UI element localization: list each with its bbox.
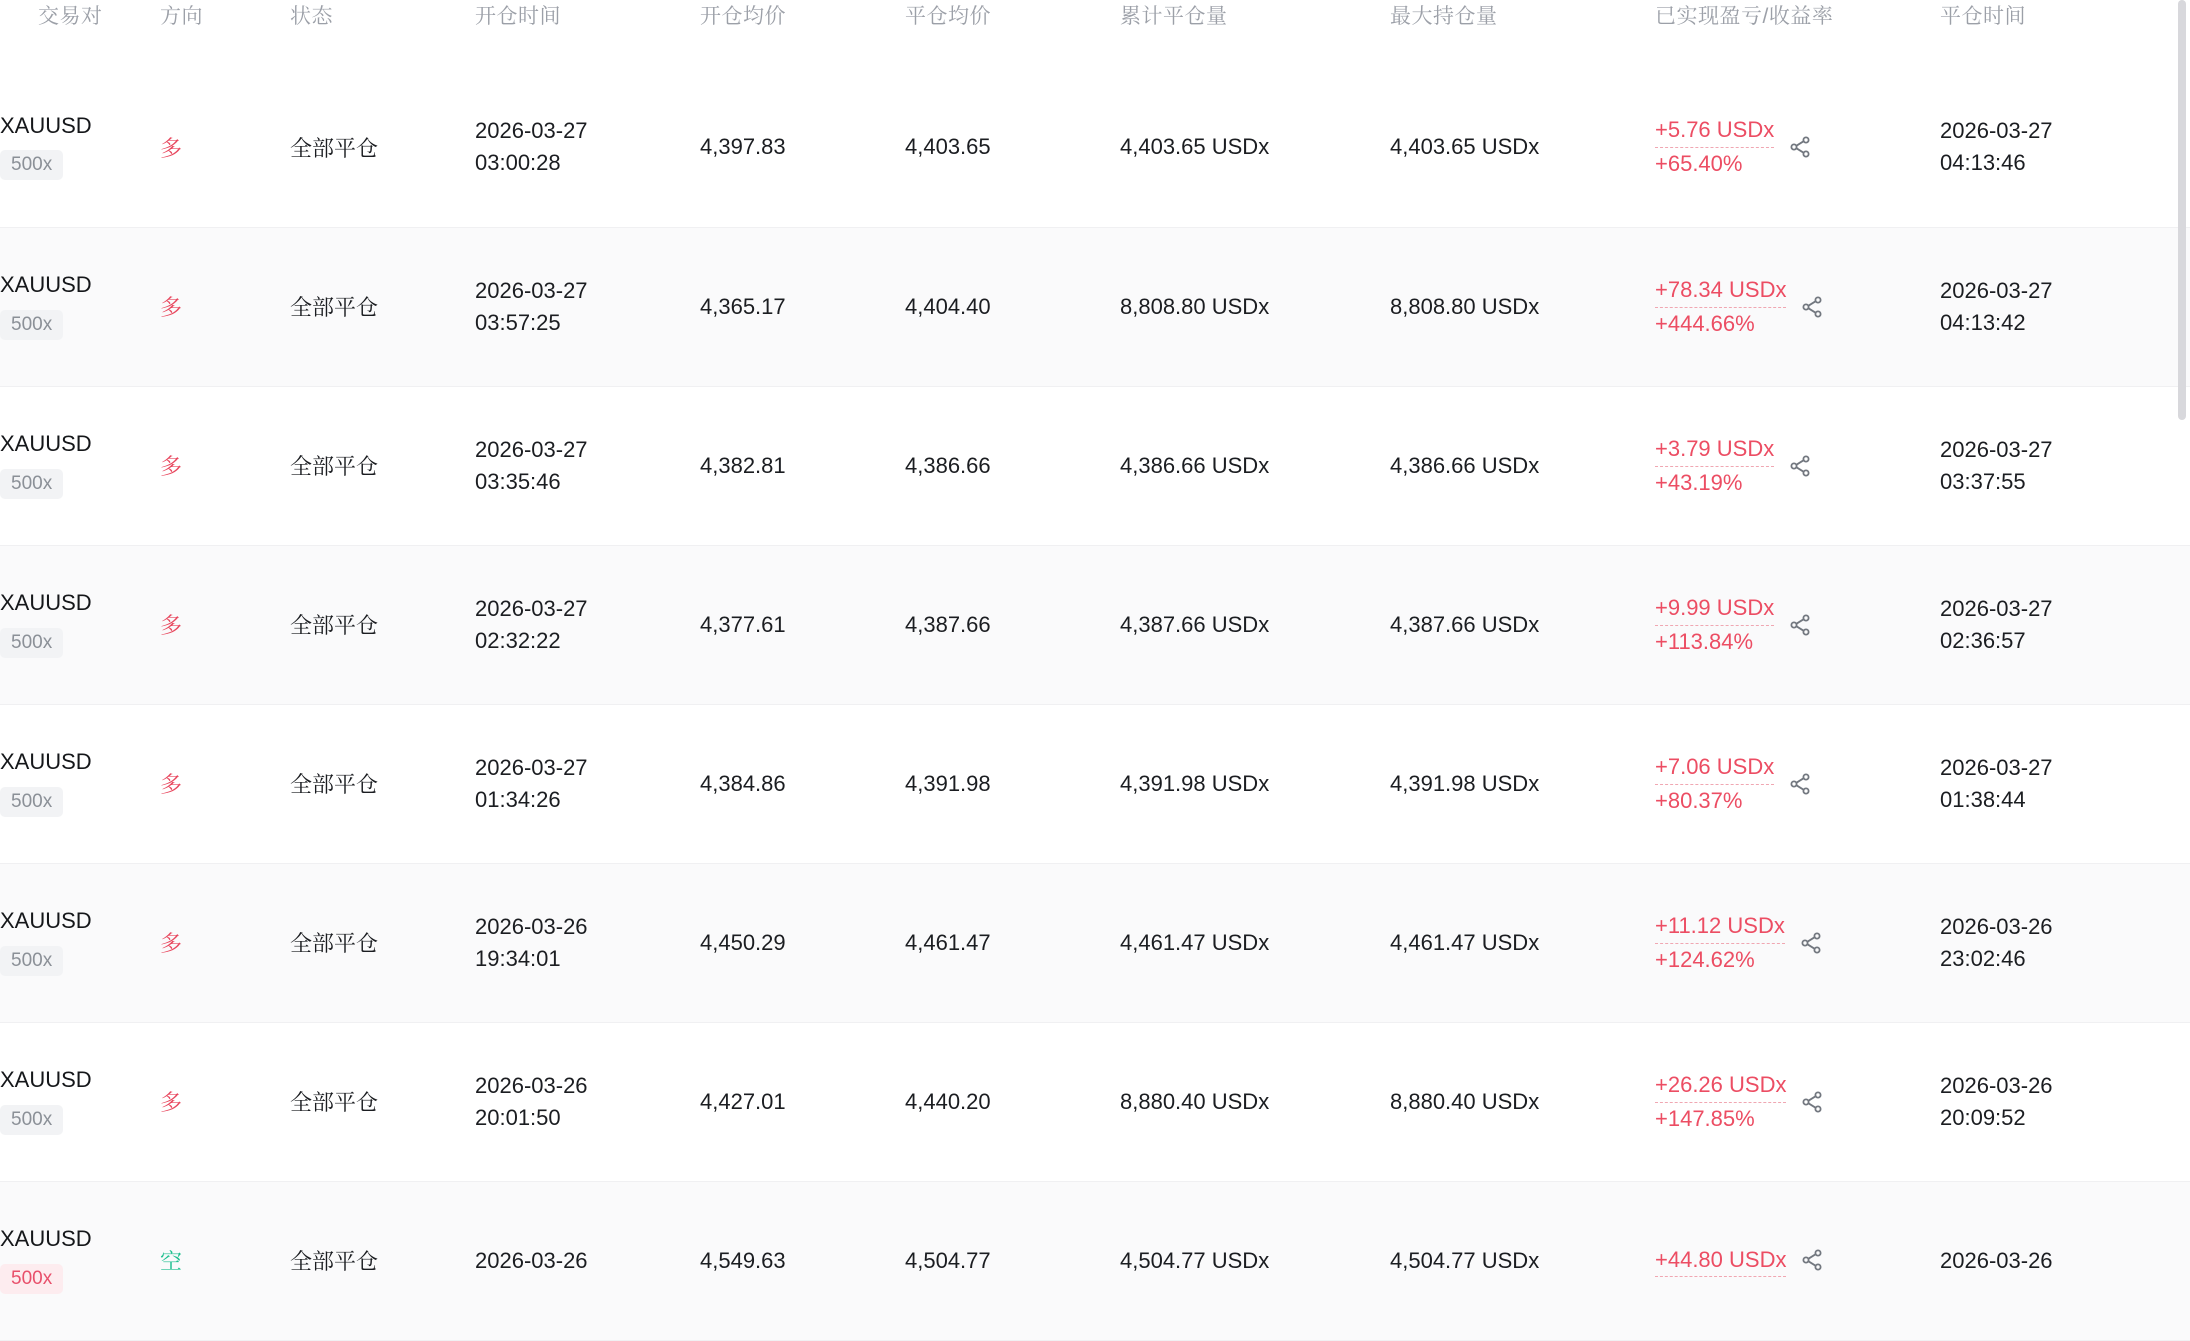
open-datetime bbox=[475, 752, 700, 816]
column-header-close-volume: 累计平仓量 bbox=[1120, 5, 1228, 28]
share-icon[interactable] bbox=[1800, 1090, 1824, 1114]
cell-close-price bbox=[905, 863, 1120, 1022]
cell-open-price bbox=[700, 704, 905, 863]
pnl-amount: +44.80 USDx bbox=[1655, 1244, 1786, 1278]
close-datetime bbox=[1940, 1070, 2190, 1134]
cell-open-price bbox=[700, 1022, 905, 1181]
cell-max-position bbox=[1390, 386, 1655, 545]
open-price-value: 4,397.83 bbox=[700, 134, 786, 160]
pnl-text bbox=[1655, 1069, 1786, 1135]
close-datetime bbox=[1940, 434, 2190, 498]
open-date: 2026-03-27 bbox=[475, 595, 588, 621]
pnl-amount: +26.26 USDx bbox=[1655, 1069, 1786, 1103]
cell-status bbox=[290, 386, 475, 545]
cell-max-position bbox=[1390, 704, 1655, 863]
cell-max-position bbox=[1390, 1181, 1655, 1340]
close-time: 20:09:52 bbox=[1940, 1104, 2026, 1130]
open-date: 2026-03-26 bbox=[475, 1247, 588, 1273]
leverage-badge: 500x bbox=[0, 628, 63, 658]
close-datetime bbox=[1940, 115, 2190, 179]
pnl-amount: +5.76 USDx bbox=[1655, 114, 1774, 148]
table-row[interactable] bbox=[0, 68, 2190, 227]
table-row[interactable] bbox=[0, 227, 2190, 386]
pnl-percent: +113.84% bbox=[1655, 628, 1754, 654]
cell-realized-pnl bbox=[1655, 863, 1940, 1022]
status-label: 全部平仓 bbox=[290, 1090, 379, 1115]
close-date: 2026-03-26 bbox=[1940, 913, 2053, 939]
cell-close-volume bbox=[1120, 545, 1390, 704]
cell-close-volume bbox=[1120, 704, 1390, 863]
cell-close-price bbox=[905, 545, 1120, 704]
pair-symbol: XAUUSD bbox=[0, 1067, 92, 1093]
cell-direction bbox=[160, 863, 290, 1022]
cell-realized-pnl bbox=[1655, 1181, 1940, 1340]
cell-realized-pnl bbox=[1655, 704, 1940, 863]
cell-status bbox=[290, 863, 475, 1022]
pnl-text bbox=[1655, 910, 1785, 976]
cell-close-price bbox=[905, 704, 1120, 863]
close-datetime bbox=[1940, 911, 2190, 975]
share-icon[interactable] bbox=[1788, 454, 1812, 478]
open-time: 20:01:50 bbox=[475, 1104, 561, 1130]
leverage-badge: 500x bbox=[0, 310, 63, 340]
close-datetime bbox=[1940, 752, 2190, 816]
cell-realized-pnl bbox=[1655, 386, 1940, 545]
pnl-text bbox=[1655, 592, 1774, 658]
pnl-group bbox=[1655, 751, 1940, 817]
close-volume-value: 8,880.40 USDx bbox=[1120, 1088, 1270, 1114]
cell-max-position bbox=[1390, 1022, 1655, 1181]
open-price-value: 4,427.01 bbox=[700, 1088, 786, 1114]
pair-symbol: XAUUSD bbox=[0, 113, 92, 139]
open-date: 2026-03-27 bbox=[475, 436, 588, 462]
column-header-pair: 交易对 bbox=[38, 5, 103, 28]
open-datetime bbox=[475, 115, 700, 179]
open-price-value: 4,450.29 bbox=[700, 929, 786, 955]
table-header-row bbox=[0, 0, 2190, 68]
pair-symbol: XAUUSD bbox=[0, 749, 92, 775]
close-price-value: 4,391.98 bbox=[905, 770, 991, 796]
close-price-value: 4,387.66 bbox=[905, 611, 991, 637]
leverage-badge: 500x bbox=[0, 946, 63, 976]
close-price-value: 4,403.65 bbox=[905, 134, 991, 160]
column-header-close-time: 平仓时间 bbox=[1940, 5, 2026, 28]
cell-pair bbox=[0, 386, 160, 545]
open-date: 2026-03-27 bbox=[475, 754, 588, 780]
status-label: 全部平仓 bbox=[290, 1249, 379, 1274]
cell-close-volume bbox=[1120, 1022, 1390, 1181]
cell-status bbox=[290, 1181, 475, 1340]
pnl-group bbox=[1655, 433, 1940, 499]
cell-max-position bbox=[1390, 863, 1655, 1022]
cell-direction bbox=[160, 704, 290, 863]
direction-label: 多 bbox=[160, 772, 183, 797]
cell-open-time bbox=[475, 1181, 700, 1340]
column-header-open-time: 开仓时间 bbox=[475, 5, 561, 28]
open-datetime bbox=[475, 593, 700, 657]
open-time: 02:32:22 bbox=[475, 627, 561, 653]
close-volume-value: 4,386.66 USDx bbox=[1120, 452, 1270, 478]
max-position-value: 4,386.66 USDx bbox=[1390, 452, 1540, 478]
scrollbar-thumb[interactable] bbox=[2178, 0, 2186, 420]
pnl-text bbox=[1655, 1244, 1786, 1278]
pnl-percent: +444.66% bbox=[1655, 310, 1755, 336]
leverage-badge: 500x bbox=[0, 1105, 63, 1135]
share-icon[interactable] bbox=[1788, 772, 1812, 796]
pair-symbol: XAUUSD bbox=[0, 908, 92, 934]
max-position-value: 4,504.77 USDx bbox=[1390, 1247, 1540, 1273]
cell-open-time bbox=[475, 68, 700, 227]
cell-close-time bbox=[1940, 386, 2190, 545]
cell-pair bbox=[0, 704, 160, 863]
open-time: 01:34:26 bbox=[475, 786, 561, 812]
max-position-value: 4,461.47 USDx bbox=[1390, 929, 1540, 955]
cell-open-price bbox=[700, 1181, 905, 1340]
close-datetime bbox=[1940, 593, 2190, 657]
pnl-text bbox=[1655, 114, 1774, 180]
open-date: 2026-03-27 bbox=[475, 118, 588, 144]
cell-close-price bbox=[905, 386, 1120, 545]
pnl-group bbox=[1655, 1244, 1940, 1278]
column-header-close-price: 平仓均价 bbox=[905, 5, 991, 28]
table-row[interactable] bbox=[0, 545, 2190, 704]
leverage-badge: 500x bbox=[0, 787, 63, 817]
pnl-amount: +11.12 USDx bbox=[1655, 910, 1785, 944]
cell-close-time bbox=[1940, 1181, 2190, 1340]
cell-open-price bbox=[700, 68, 905, 227]
cell-realized-pnl bbox=[1655, 227, 1940, 386]
open-datetime bbox=[475, 1070, 700, 1134]
open-time: 19:34:01 bbox=[475, 945, 561, 971]
close-date: 2026-03-26 bbox=[1940, 1247, 2053, 1273]
cell-realized-pnl bbox=[1655, 545, 1940, 704]
cell-close-time bbox=[1940, 68, 2190, 227]
pnl-group bbox=[1655, 274, 1940, 340]
cell-pair bbox=[0, 1181, 160, 1340]
close-datetime bbox=[1940, 275, 2190, 339]
direction-label: 多 bbox=[160, 613, 183, 638]
pnl-amount: +9.99 USDx bbox=[1655, 592, 1774, 626]
cell-close-volume bbox=[1120, 227, 1390, 386]
pair-symbol: XAUUSD bbox=[0, 1226, 92, 1252]
cell-direction bbox=[160, 1022, 290, 1181]
close-price-value: 4,440.20 bbox=[905, 1088, 991, 1114]
open-price-value: 4,365.17 bbox=[700, 293, 786, 319]
close-time: 04:13:46 bbox=[1940, 150, 2026, 176]
pnl-group bbox=[1655, 910, 1940, 976]
cell-max-position bbox=[1390, 227, 1655, 386]
status-label: 全部平仓 bbox=[290, 295, 379, 320]
pair-symbol: XAUUSD bbox=[0, 272, 92, 298]
cell-open-time bbox=[475, 704, 700, 863]
table-header bbox=[0, 0, 2190, 68]
max-position-value: 4,403.65 USDx bbox=[1390, 134, 1540, 160]
cell-status bbox=[290, 545, 475, 704]
close-price-value: 4,504.77 bbox=[905, 1247, 991, 1273]
leverage-badge: 500x bbox=[0, 469, 63, 499]
status-label: 全部平仓 bbox=[290, 931, 379, 956]
close-time: 02:36:57 bbox=[1940, 627, 2026, 653]
close-date: 2026-03-26 bbox=[1940, 1072, 2053, 1098]
pair-symbol: XAUUSD bbox=[0, 431, 92, 457]
cell-open-time bbox=[475, 863, 700, 1022]
cell-close-time bbox=[1940, 545, 2190, 704]
cell-realized-pnl bbox=[1655, 1022, 1940, 1181]
close-price-value: 4,461.47 bbox=[905, 929, 991, 955]
table-body bbox=[0, 68, 2190, 1340]
cell-max-position bbox=[1390, 68, 1655, 227]
cell-open-time bbox=[475, 386, 700, 545]
pnl-amount: +78.34 USDx bbox=[1655, 274, 1786, 308]
direction-label: 多 bbox=[160, 454, 183, 479]
column-header-realized-pnl: 已实现盈亏/收益率 bbox=[1655, 5, 1834, 28]
pnl-text bbox=[1655, 274, 1786, 340]
close-date: 2026-03-27 bbox=[1940, 118, 2053, 144]
max-position-value: 8,880.40 USDx bbox=[1390, 1088, 1540, 1114]
close-time: 23:02:46 bbox=[1940, 945, 2026, 971]
cell-close-price bbox=[905, 227, 1120, 386]
open-time: 03:57:25 bbox=[475, 309, 561, 335]
open-price-value: 4,382.81 bbox=[700, 452, 786, 478]
cell-open-price bbox=[700, 545, 905, 704]
cell-status bbox=[290, 1022, 475, 1181]
close-date: 2026-03-27 bbox=[1940, 595, 2053, 621]
max-position-value: 4,391.98 USDx bbox=[1390, 770, 1540, 796]
cell-close-price bbox=[905, 68, 1120, 227]
cell-close-price bbox=[905, 1022, 1120, 1181]
pnl-percent: +65.40% bbox=[1655, 151, 1743, 177]
open-price-value: 4,384.86 bbox=[700, 770, 786, 796]
cell-open-time bbox=[475, 545, 700, 704]
open-time: 03:35:46 bbox=[475, 468, 561, 494]
open-datetime bbox=[475, 911, 700, 975]
leverage-badge: 500x bbox=[0, 1264, 63, 1294]
close-price-value: 4,404.40 bbox=[905, 293, 991, 319]
close-price-value: 4,386.66 bbox=[905, 452, 991, 478]
cell-pair bbox=[0, 863, 160, 1022]
cell-pair bbox=[0, 68, 160, 227]
cell-open-price bbox=[700, 863, 905, 1022]
pair-symbol: XAUUSD bbox=[0, 590, 92, 616]
table-row[interactable] bbox=[0, 863, 2190, 1022]
open-time: 03:00:28 bbox=[475, 150, 561, 176]
max-position-value: 8,808.80 USDx bbox=[1390, 293, 1540, 319]
column-header-direction: 方向 bbox=[160, 5, 203, 28]
table-row[interactable] bbox=[0, 1181, 2190, 1340]
close-volume-value: 4,403.65 USDx bbox=[1120, 134, 1270, 160]
cell-close-volume bbox=[1120, 863, 1390, 1022]
close-date: 2026-03-27 bbox=[1940, 277, 2053, 303]
cell-close-volume bbox=[1120, 68, 1390, 227]
open-date: 2026-03-26 bbox=[475, 1072, 588, 1098]
cell-open-time bbox=[475, 1022, 700, 1181]
cell-close-time bbox=[1940, 704, 2190, 863]
direction-label: 多 bbox=[160, 1090, 183, 1115]
cell-close-time bbox=[1940, 1022, 2190, 1181]
cell-close-volume bbox=[1120, 386, 1390, 545]
open-date: 2026-03-26 bbox=[475, 913, 588, 939]
cell-status bbox=[290, 227, 475, 386]
pnl-group bbox=[1655, 1069, 1940, 1135]
pnl-text bbox=[1655, 433, 1774, 499]
cell-open-price bbox=[700, 227, 905, 386]
leverage-badge: 500x bbox=[0, 150, 63, 180]
cell-close-time bbox=[1940, 863, 2190, 1022]
cell-close-price bbox=[905, 1181, 1120, 1340]
share-icon[interactable] bbox=[1799, 931, 1823, 955]
cell-pair bbox=[0, 545, 160, 704]
share-icon[interactable] bbox=[1788, 613, 1812, 637]
cell-status bbox=[290, 704, 475, 863]
cell-close-volume bbox=[1120, 1181, 1390, 1340]
status-label: 全部平仓 bbox=[290, 454, 379, 479]
table-row[interactable] bbox=[0, 386, 2190, 545]
share-icon[interactable] bbox=[1800, 1248, 1824, 1272]
direction-label: 空 bbox=[160, 1249, 183, 1274]
column-header-status: 状态 bbox=[290, 5, 333, 28]
pnl-percent: +80.37% bbox=[1655, 787, 1743, 813]
share-icon[interactable] bbox=[1788, 135, 1812, 159]
cell-pair bbox=[0, 227, 160, 386]
close-volume-value: 4,504.77 USDx bbox=[1120, 1247, 1270, 1273]
status-label: 全部平仓 bbox=[290, 613, 379, 638]
max-position-value: 4,387.66 USDx bbox=[1390, 611, 1540, 637]
close-volume-value: 4,387.66 USDx bbox=[1120, 611, 1270, 637]
column-header-open-price: 开仓均价 bbox=[700, 5, 786, 28]
cell-max-position bbox=[1390, 545, 1655, 704]
pnl-amount: +3.79 USDx bbox=[1655, 433, 1774, 467]
close-date: 2026-03-27 bbox=[1940, 436, 2053, 462]
cell-direction bbox=[160, 386, 290, 545]
pnl-percent: +43.19% bbox=[1655, 469, 1743, 495]
table-row[interactable] bbox=[0, 1022, 2190, 1181]
open-datetime bbox=[475, 1245, 700, 1277]
cell-direction bbox=[160, 545, 290, 704]
close-volume-value: 8,808.80 USDx bbox=[1120, 293, 1270, 319]
close-volume-value: 4,391.98 USDx bbox=[1120, 770, 1270, 796]
open-datetime bbox=[475, 275, 700, 339]
pnl-text bbox=[1655, 751, 1774, 817]
status-label: 全部平仓 bbox=[290, 772, 379, 797]
pnl-group bbox=[1655, 592, 1940, 658]
cell-direction bbox=[160, 227, 290, 386]
cell-open-price bbox=[700, 386, 905, 545]
close-time: 03:37:55 bbox=[1940, 468, 2026, 494]
cell-open-time bbox=[475, 227, 700, 386]
cell-realized-pnl bbox=[1655, 68, 1940, 227]
close-date: 2026-03-27 bbox=[1940, 754, 2053, 780]
direction-label: 多 bbox=[160, 135, 183, 161]
open-price-value: 4,549.63 bbox=[700, 1247, 786, 1273]
pnl-group bbox=[1655, 114, 1940, 180]
close-time: 04:13:42 bbox=[1940, 309, 2026, 335]
direction-label: 多 bbox=[160, 931, 183, 956]
open-date: 2026-03-27 bbox=[475, 277, 588, 303]
table-row[interactable] bbox=[0, 704, 2190, 863]
column-header-max-position: 最大持仓量 bbox=[1390, 5, 1498, 28]
share-icon[interactable] bbox=[1800, 295, 1824, 319]
cell-direction bbox=[160, 1181, 290, 1340]
close-time: 01:38:44 bbox=[1940, 786, 2026, 812]
cell-direction bbox=[160, 68, 290, 227]
direction-label: 多 bbox=[160, 295, 183, 320]
vertical-scrollbar[interactable] bbox=[2178, 0, 2186, 1188]
cell-close-time bbox=[1940, 227, 2190, 386]
cell-pair bbox=[0, 1022, 160, 1181]
close-datetime bbox=[1940, 1245, 2190, 1277]
status-label: 全部平仓 bbox=[290, 135, 379, 161]
pnl-percent: +124.62% bbox=[1655, 946, 1755, 972]
close-volume-value: 4,461.47 USDx bbox=[1120, 929, 1270, 955]
pnl-amount: +7.06 USDx bbox=[1655, 751, 1774, 785]
open-price-value: 4,377.61 bbox=[700, 611, 786, 637]
cell-status bbox=[290, 68, 475, 227]
open-datetime bbox=[475, 434, 700, 498]
pnl-percent: +147.85% bbox=[1655, 1105, 1755, 1131]
